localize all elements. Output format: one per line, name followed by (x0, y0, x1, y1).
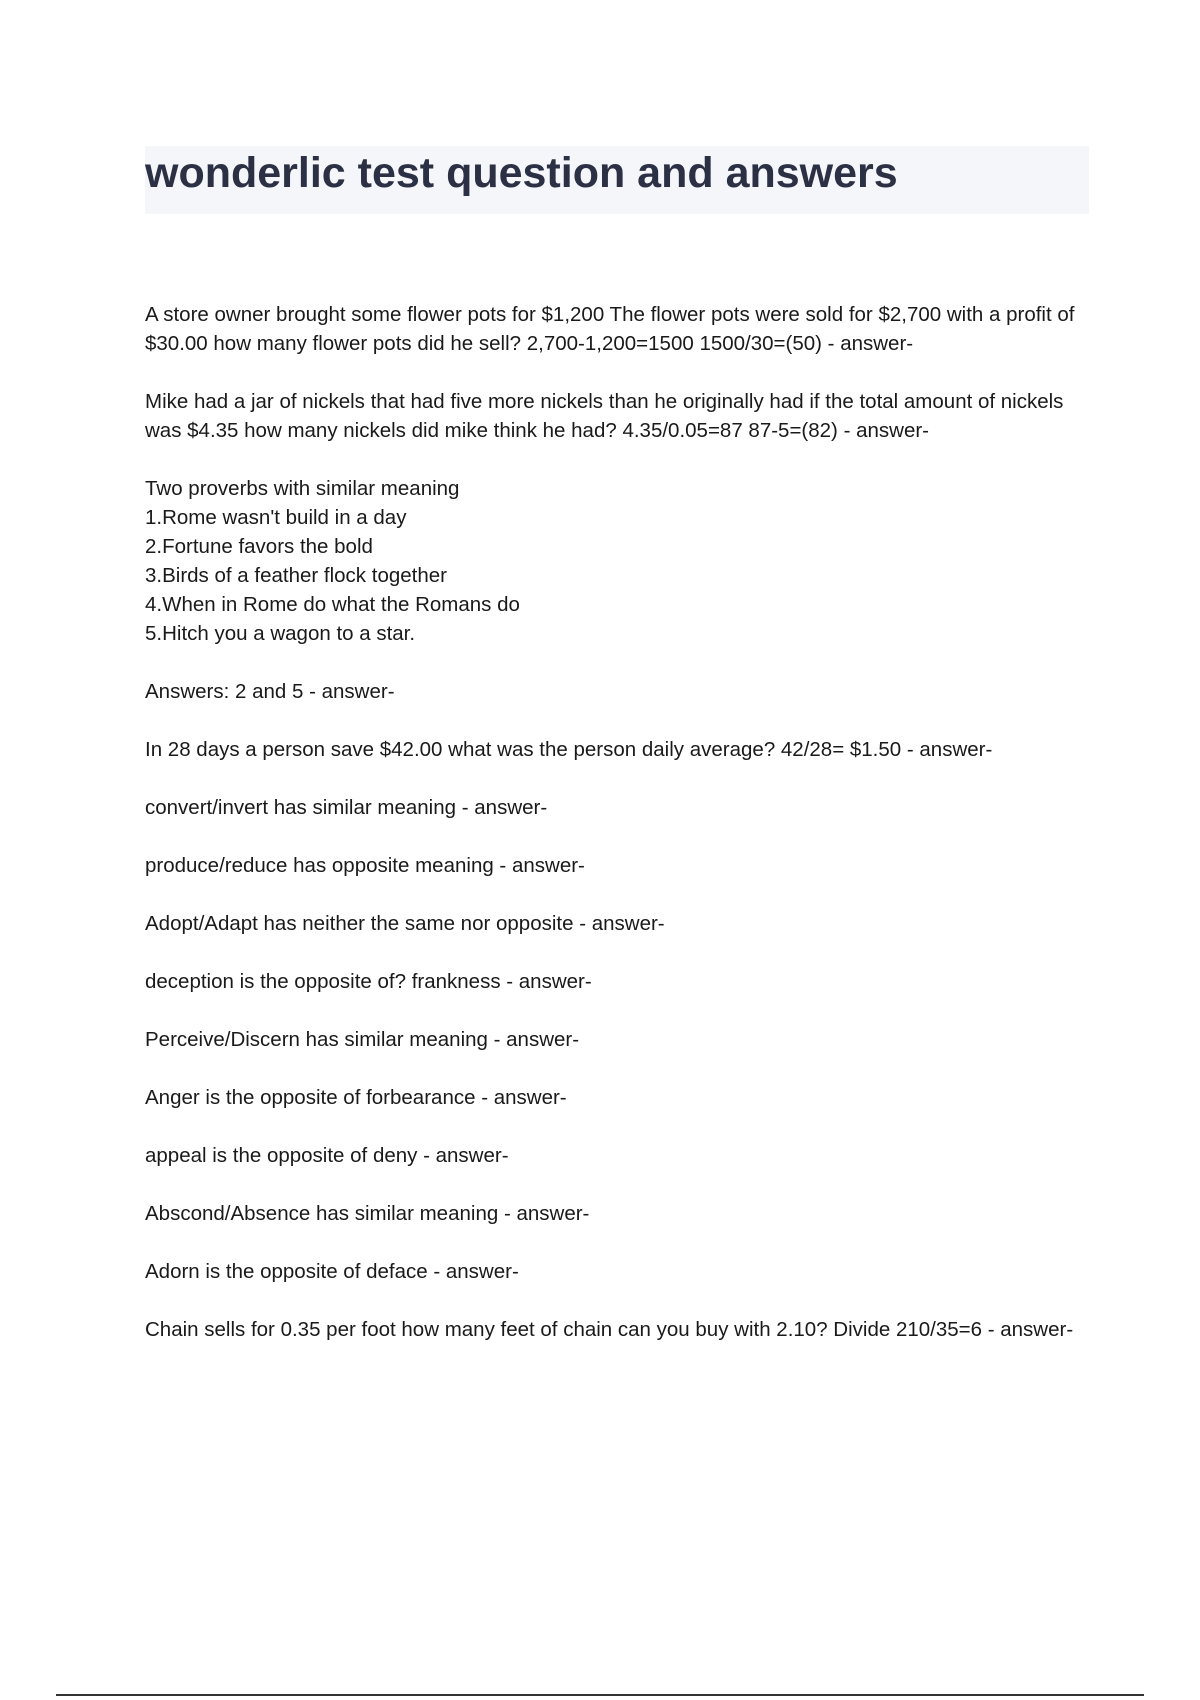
qa-item: Abscond/Absence has similar meaning - answer- (145, 1202, 590, 1225)
proverb-item: 4.When in Rome do what the Romans do (145, 593, 520, 616)
document-body (145, 300, 1085, 1373)
proverb-item: 1.Rome wasn't build in a day (145, 506, 407, 529)
qa-item: Adorn is the opposite of deface - answer- (145, 1260, 519, 1283)
proverbs-answer: Answers: 2 and 5 - answer- (145, 680, 395, 703)
footer-rule (56, 1694, 1144, 1696)
qa-item: appeal is the opposite of deny - answer- (145, 1144, 509, 1167)
qa-item: Perceive/Discern has similar meaning - answer- (145, 1028, 580, 1051)
proverbs-heading: Two proverbs with similar meaning (145, 477, 460, 500)
proverb-item: 2.Fortune favors the bold (145, 535, 373, 558)
qa-item: Mike had a jar of nickels that had five more nickels than he originally had if the total amount of nickels was $4.35 how many nickels did mike think he had? 4.35/0.05=87 87-5=(82) - answer- (145, 390, 1064, 442)
proverb-item: 3.Birds of a feather flock together (145, 564, 447, 587)
proverbs-block (145, 474, 1085, 648)
qa-item: produce/reduce has opposite meaning - answer- (145, 854, 585, 877)
proverb-item: 5.Hitch you a wagon to a star. (145, 622, 416, 645)
qa-item: deception is the opposite of? frankness - answer- (145, 970, 592, 993)
page-title: wonderlic test question and answers (145, 149, 898, 197)
qa-item: Adopt/Adapt has neither the same nor opposite - answer- (145, 912, 665, 935)
qa-item: A store owner brought some flower pots for $1,200 The flower pots were sold for $2,700 with a profit of $30.00 how many flower pots did he sell? 2,700-1,200=1500 1500/30=(50) - answer- (145, 303, 1075, 355)
qa-item: Anger is the opposite of forbearance - answer- (145, 1086, 567, 1109)
qa-item: Chain sells for 0.35 per foot how many feet of chain can you buy with 2.10? Divide 210/35=6 - answer- (145, 1318, 1074, 1341)
qa-item: convert/invert has similar meaning - answer- (145, 796, 548, 819)
qa-item: In 28 days a person save $42.00 what was the person daily average? 42/28= $1.50 - answer- (145, 738, 993, 761)
